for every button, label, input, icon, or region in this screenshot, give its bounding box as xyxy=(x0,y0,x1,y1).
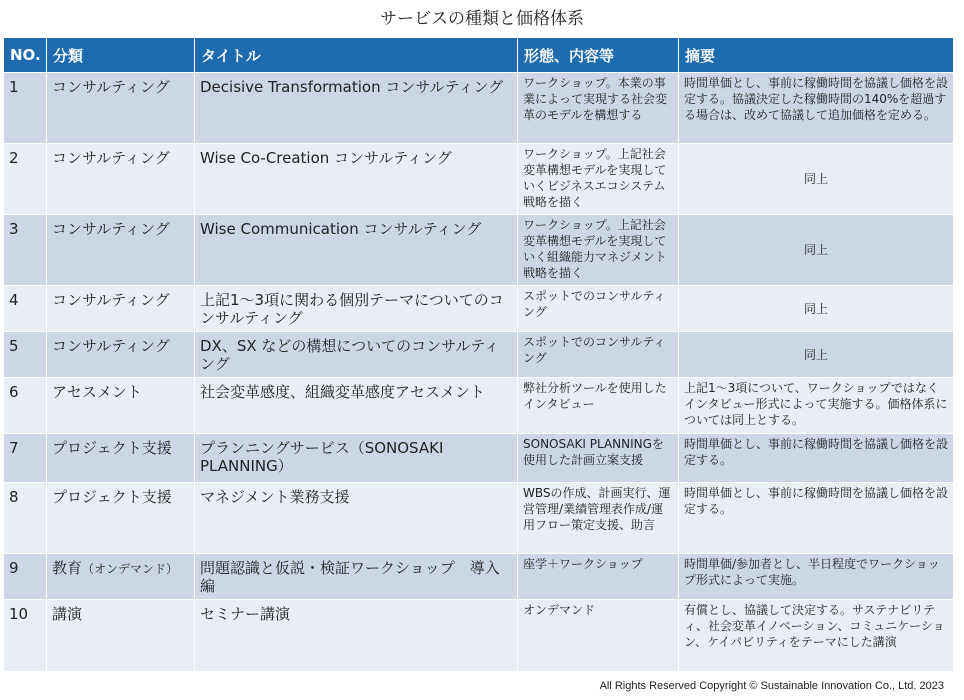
cell-no xyxy=(4,434,47,483)
service-summary: 同上 xyxy=(803,243,828,257)
category-label: コンサルティング xyxy=(52,78,170,96)
cell-no xyxy=(4,332,47,378)
category-label: プロジェクト支援 xyxy=(52,488,172,506)
table-row xyxy=(4,144,954,215)
category-label: コンサルティング xyxy=(52,291,170,309)
service-summary: 同上 xyxy=(803,347,828,362)
cell-form xyxy=(518,378,679,434)
cell-summary xyxy=(679,144,954,215)
service-form: WBSの作成、計画実行、運営管理/業績管理表作成/運用フロー策定支援、助言 xyxy=(523,486,671,532)
table-header-row xyxy=(4,38,954,73)
cell-form xyxy=(518,144,679,215)
cell-title xyxy=(195,332,518,378)
cell-title xyxy=(195,286,518,332)
table-row xyxy=(4,434,954,483)
cell-category xyxy=(47,434,195,483)
service-form: ワークショップ。本業の事業によって実現する社会変革のモデルを構想する xyxy=(523,76,668,122)
cell-summary xyxy=(679,215,954,286)
service-summary: 同上 xyxy=(803,172,828,186)
service-form: オンデマンド xyxy=(523,603,596,617)
cell-no xyxy=(4,215,47,286)
service-title: 上記1～3項に関わる個別テーマについてのコンサルティング xyxy=(200,291,504,327)
cell-form xyxy=(518,215,679,286)
cell-summary xyxy=(679,600,954,672)
table-row xyxy=(4,600,954,672)
header-no: NO. xyxy=(4,38,47,73)
category-label: コンサルティング xyxy=(52,149,170,167)
table-row xyxy=(4,332,954,378)
header-category: 分類 xyxy=(47,38,195,73)
row-number: 8 xyxy=(9,488,19,506)
category-label: 講演 xyxy=(52,605,83,623)
service-title: Wise Co-Creation コンサルティング xyxy=(200,149,452,167)
category-label: プロジェクト支援 xyxy=(52,439,172,457)
cell-summary xyxy=(679,434,954,483)
cell-title xyxy=(195,434,518,483)
header-summary: 摘要 xyxy=(679,38,954,73)
cell-summary xyxy=(679,554,954,600)
cell-category xyxy=(47,332,195,378)
row-number: 4 xyxy=(9,291,19,309)
cell-title xyxy=(195,73,518,144)
category-label: コンサルティング xyxy=(52,220,170,238)
table-row xyxy=(4,286,954,332)
cell-no xyxy=(4,73,47,144)
service-summary: 有償とし、協議して決定する。サステナビリティ、社会変革イノベーション、コミュニケーション、ケイパビリティをテーマにした講演 xyxy=(684,603,945,649)
table-row xyxy=(4,483,954,554)
category-label: 教育 xyxy=(52,559,83,577)
cell-form xyxy=(518,600,679,672)
category-label: コンサルティング xyxy=(52,337,170,355)
copyright-footer: All Rights Reserved Copyright © Sustainable Innovation Co., Ltd. 2023 xyxy=(599,680,944,692)
row-number: 3 xyxy=(9,220,19,238)
table-row xyxy=(4,73,954,144)
cell-category xyxy=(47,73,195,144)
cell-form xyxy=(518,554,679,600)
service-summary: 同上 xyxy=(803,301,828,316)
cell-title xyxy=(195,483,518,554)
row-number: 7 xyxy=(9,439,19,457)
cell-summary xyxy=(679,378,954,434)
cell-title xyxy=(195,215,518,286)
service-title: マネジメント業務支援 xyxy=(200,488,350,506)
service-form: スポットでのコンサルティング xyxy=(523,335,666,365)
table-row xyxy=(4,378,954,434)
row-number: 5 xyxy=(9,337,19,355)
row-number: 6 xyxy=(9,383,19,401)
cell-form xyxy=(518,483,679,554)
service-summary: 時間単価/参加者とし、半日程度でワークショップ形式によって実施。 xyxy=(684,557,940,587)
service-title: プランニングサービス（SONOSAKI PLANNING） xyxy=(200,439,444,475)
service-form: 弊社分析ツールを使用したインタビュー xyxy=(523,381,667,411)
service-title: Wise Communication コンサルティング xyxy=(200,220,482,238)
service-form: スポットでのコンサルティング xyxy=(523,289,666,319)
cell-title xyxy=(195,144,518,215)
service-summary: 時間単価とし、事前に稼働時間を協議し価格を設定する。 xyxy=(684,437,949,467)
service-pricing-table xyxy=(3,37,954,672)
service-summary: 時間単価とし、事前に稼働時間を協議し価格を設定する。 xyxy=(684,486,949,516)
service-form: ワークショップ。上記社会変革構想モデルを実現していく組織能力マネジメント戦略を描く xyxy=(523,218,667,280)
cell-title xyxy=(195,554,518,600)
header-form: 形態、内容等 xyxy=(518,38,679,73)
cell-category xyxy=(47,215,195,286)
service-title: セミナー講演 xyxy=(200,605,291,623)
cell-no xyxy=(4,600,47,672)
page-title: サービスの種類と価格体系 xyxy=(380,9,584,29)
service-form: ワークショップ。上記社会変革構想モデルを実現していくビジネスエコシステム戦略を描く xyxy=(523,147,667,209)
cell-summary xyxy=(679,483,954,554)
cell-no xyxy=(4,144,47,215)
row-number: 10 xyxy=(9,605,29,623)
table-row xyxy=(4,215,954,286)
cell-no xyxy=(4,483,47,554)
cell-no xyxy=(4,554,47,600)
table-row xyxy=(4,554,954,600)
service-title: DX、SX などの構想についてのコンサルティング xyxy=(200,337,500,373)
cell-category xyxy=(47,483,195,554)
cell-summary xyxy=(679,286,954,332)
header-title: タイトル xyxy=(195,38,518,73)
cell-summary xyxy=(679,73,954,144)
cell-form xyxy=(518,332,679,378)
cell-form xyxy=(518,73,679,144)
service-summary: 上記1～3項について、ワークショップではなくインタビュー形式によって実施する。価格体系については同上とする。 xyxy=(684,381,948,427)
cell-category xyxy=(47,378,195,434)
row-number: 1 xyxy=(9,78,19,96)
service-form: SONOSAKI PLANNINGを使用した計画立案支援 xyxy=(523,437,664,467)
cell-no xyxy=(4,378,47,434)
cell-category xyxy=(47,554,195,600)
cell-form xyxy=(518,434,679,483)
cell-category xyxy=(47,144,195,215)
service-title: 社会変革感度、組織変革感度アセスメント xyxy=(200,383,485,401)
service-title: 問題認識と仮説・検証ワークショップ 導入編 xyxy=(200,559,500,595)
service-form: 座学＋ワークショップ xyxy=(523,557,643,571)
row-number: 2 xyxy=(9,149,19,167)
cell-category xyxy=(47,286,195,332)
service-title: Decisive Transformation コンサルティング xyxy=(200,78,504,96)
row-number: 9 xyxy=(9,559,19,577)
category-label: アセスメント xyxy=(52,383,142,401)
cell-title xyxy=(195,600,518,672)
category-note: （オンデマンド） xyxy=(82,562,179,576)
cell-no xyxy=(4,286,47,332)
cell-summary xyxy=(679,332,954,378)
cell-form xyxy=(518,286,679,332)
cell-title xyxy=(195,378,518,434)
cell-category xyxy=(47,600,195,672)
service-summary: 時間単価とし、事前に稼働時間を協議し価格を設定する。協議決定した稼働時間の140%を超過する場合は、改めて協議して追加価格を定める。 xyxy=(684,76,949,122)
